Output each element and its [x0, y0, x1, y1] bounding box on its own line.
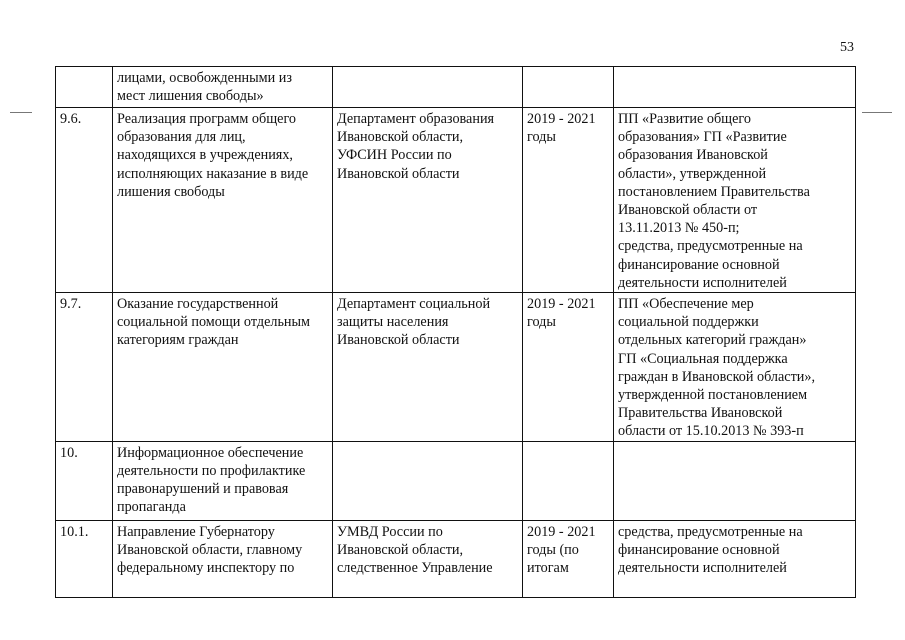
- cell-text-line: образования Ивановской: [618, 147, 768, 164]
- cell-text-line: находящихся в учреждениях,: [117, 147, 293, 164]
- cell-text-line: средства, предусмотренные на: [618, 523, 803, 540]
- cell-text-line: ПП «Обеспечение мер: [618, 296, 754, 313]
- cell-text-line: следственное Управление: [337, 560, 493, 577]
- cell-funding: [614, 108, 856, 293]
- cell-text-line: УФСИН России по: [337, 147, 452, 164]
- cell-period: [523, 293, 614, 442]
- cell-text-line: деятельности исполнителей: [618, 274, 787, 291]
- cell-text-line: Ивановской области, главному: [117, 541, 303, 558]
- cell-text-line: Департамент образования: [337, 111, 495, 127]
- cell-text-line: мест лишения свободы»: [117, 88, 264, 105]
- table-row: [56, 293, 856, 442]
- cell-text-line: 2019 - 2021: [527, 523, 596, 540]
- cell-text-line: годы: [527, 129, 556, 146]
- cell-text-line: Правительства Ивановской: [618, 405, 783, 422]
- cell-measure: [113, 108, 333, 293]
- cell-text-line: Информационное обеспечение: [117, 444, 304, 461]
- cell-text-line: Ивановской области: [337, 332, 460, 349]
- cell-measure: [113, 293, 333, 442]
- cell-executor: [333, 67, 523, 108]
- cell-text-line: образования» ГП «Развитие: [618, 129, 787, 146]
- cell-text-line: 2019 - 2021: [527, 296, 596, 313]
- cell-text-line: Оказание государственной: [117, 296, 279, 313]
- cell-number: [56, 441, 113, 520]
- cell-text-line: ГП «Социальная поддержка: [618, 350, 788, 367]
- cell-number: [56, 67, 113, 108]
- cell-text-line: 9.7.: [60, 296, 82, 313]
- cell-measure: [113, 441, 333, 520]
- cell-text-line: федеральному инспектору по: [117, 560, 295, 577]
- scan-artifact-line: [10, 112, 32, 113]
- table-row: [56, 520, 856, 597]
- page-number: 53: [840, 40, 854, 55]
- cell-number: [56, 108, 113, 293]
- cell-executor: [333, 520, 523, 597]
- cell-text-line: Департамент социальной: [337, 296, 491, 313]
- cell-text-line: годы: [527, 314, 556, 331]
- cell-text-line: социальной помощи отдельным: [117, 314, 311, 331]
- cell-text-line: Реализация программ общего: [117, 111, 297, 127]
- cell-funding: [614, 67, 856, 108]
- cell-number: [56, 520, 113, 597]
- cell-text-line: ПП «Развитие общего: [618, 111, 751, 127]
- cell-period: [523, 67, 614, 108]
- cell-text-line: годы (по: [527, 541, 579, 558]
- cell-text-line: лицами, освобожденными из: [117, 70, 292, 86]
- cell-period: [523, 441, 614, 520]
- cell-text-line: пропаганда: [117, 499, 186, 516]
- cell-text-line: 2019 - 2021: [527, 111, 596, 127]
- cell-text-line: области», утвержденной: [618, 165, 767, 182]
- cell-text-line: Ивановской области от: [618, 202, 758, 219]
- cell-text-line: Ивановской области,: [337, 129, 464, 146]
- cell-text-line: исполняющих наказание в виде: [117, 165, 309, 182]
- cell-funding: [614, 520, 856, 597]
- cell-period: [523, 520, 614, 597]
- cell-executor: [333, 293, 523, 442]
- cell-text-line: деятельности по профилактике: [117, 462, 306, 479]
- cell-funding: [614, 441, 856, 520]
- cell-period: [523, 108, 614, 293]
- table-row: [56, 441, 856, 520]
- cell-text-line: отдельных категорий граждан»: [618, 332, 807, 349]
- cell-text-line: области от 15.10.2013 № 393-п: [618, 423, 804, 440]
- cell-text-line: граждан в Ивановской области»,: [618, 368, 816, 385]
- cell-text-line: образования для лиц,: [117, 129, 246, 146]
- cell-text-line: деятельности исполнителей: [618, 560, 787, 577]
- cell-text-line: 10.: [60, 444, 78, 461]
- cell-text-line: правонарушений и правовая: [117, 481, 289, 498]
- cell-measure: [113, 67, 333, 108]
- cell-text-line: 13.11.2013 № 450-п;: [618, 220, 740, 237]
- cell-text-line: утвержденной постановлением: [618, 387, 808, 404]
- cell-text-line: социальной поддержки: [618, 314, 759, 331]
- cell-measure: [113, 520, 333, 597]
- cell-text-line: защиты населения: [337, 314, 449, 331]
- cell-text-line: Ивановской области: [337, 165, 460, 182]
- cell-text-line: средства, предусмотренные на: [618, 238, 803, 255]
- table-row: [56, 108, 856, 293]
- cell-text-line: 9.6.: [60, 111, 82, 127]
- cell-text-line: УМВД России по: [337, 523, 443, 540]
- cell-text-line: финансирование основной: [618, 256, 780, 273]
- cell-text-line: лишения свободы: [117, 183, 225, 200]
- cell-text-line: итогам: [527, 560, 569, 577]
- cell-executor: [333, 441, 523, 520]
- cell-funding: [614, 293, 856, 442]
- cell-text-line: Ивановской области,: [337, 541, 464, 558]
- table-row: [56, 67, 856, 108]
- scan-artifact-line: [862, 112, 892, 113]
- cell-text-line: постановлением Правительства: [618, 183, 810, 200]
- cell-text-line: Направление Губернатору: [117, 523, 275, 540]
- cell-number: [56, 293, 113, 442]
- cell-executor: [333, 108, 523, 293]
- cell-text-line: 10.1.: [60, 523, 89, 540]
- cell-text-line: категориям граждан: [117, 332, 239, 349]
- measures-table: [55, 66, 856, 598]
- cell-text-line: финансирование основной: [618, 541, 780, 558]
